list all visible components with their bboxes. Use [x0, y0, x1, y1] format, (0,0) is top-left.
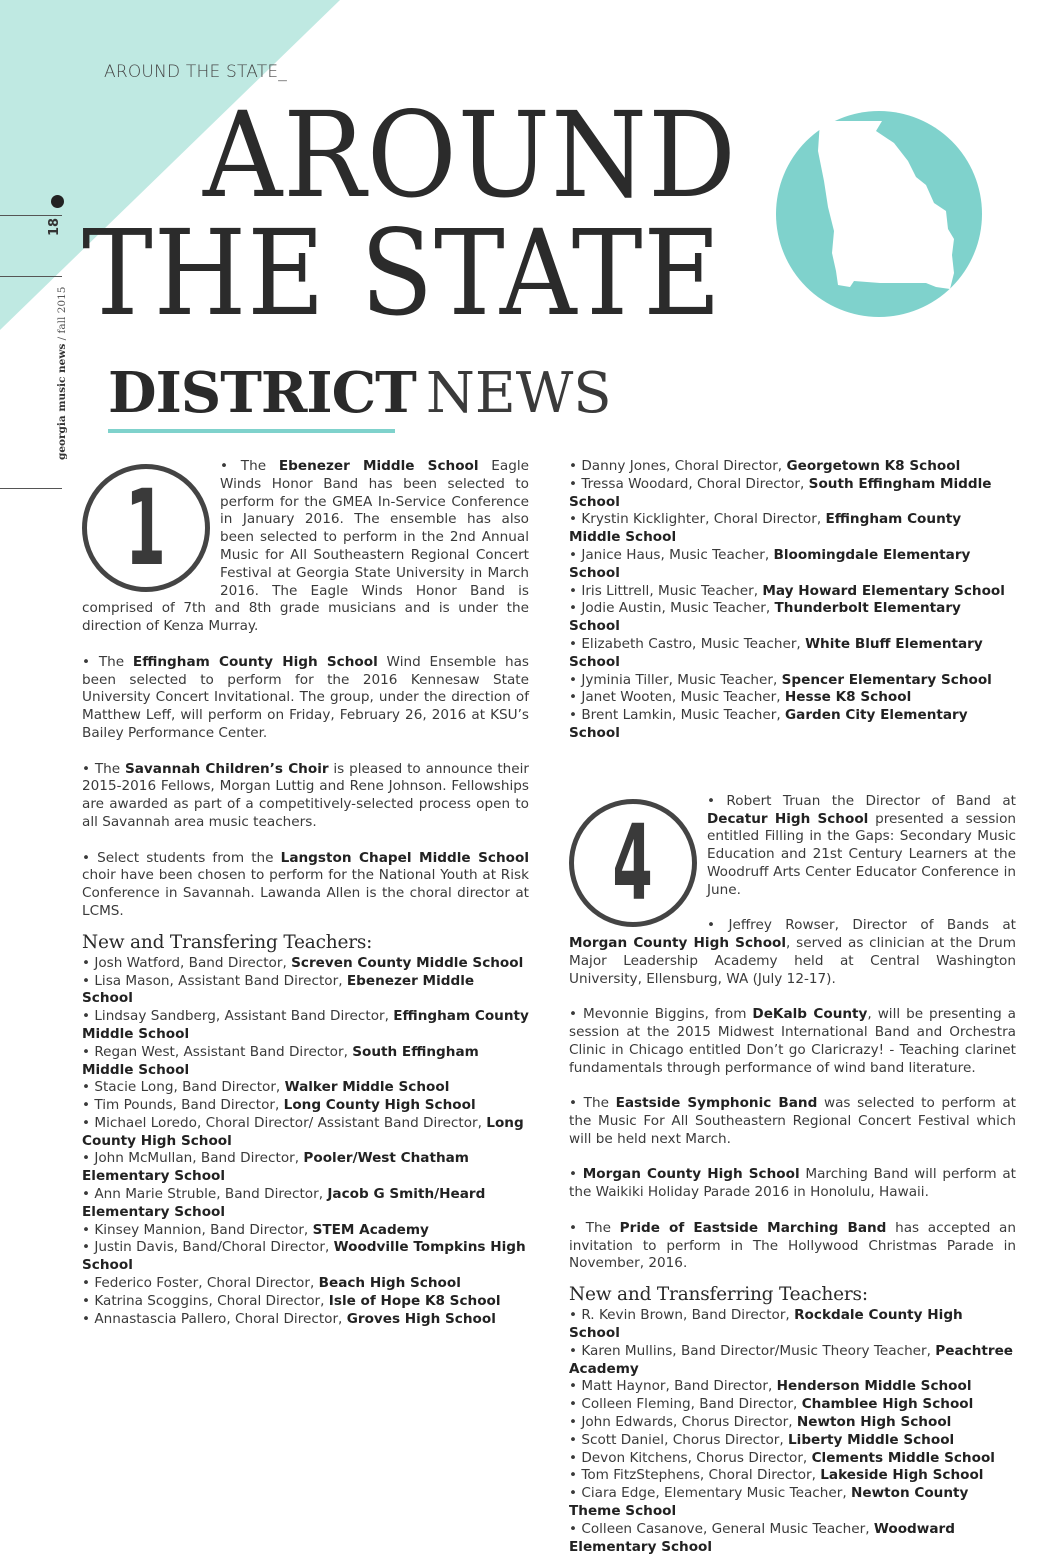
text-run: • Scott Daniel, Chorus Director, — [569, 1431, 788, 1448]
school-name: Hesse K8 School — [784, 689, 912, 706]
school-name: Walker Middle School — [284, 1079, 450, 1096]
school-name: May Howard Elementary School — [762, 582, 1005, 599]
text-run: • Colleen Fleming, Band Director, — [569, 1396, 802, 1413]
teacher-list-item — [569, 1343, 1016, 1379]
rail-bullet — [51, 195, 64, 208]
text-run: • Stacie Long, Band Director, — [82, 1079, 285, 1096]
teacher-list-item — [569, 1432, 1016, 1450]
text-run: • Select students from the — [82, 849, 281, 866]
teacher-list-item — [569, 672, 1016, 690]
district-1-teacher-list — [82, 955, 529, 1329]
teacher-list-item — [82, 955, 529, 973]
teacher-list-item — [569, 1467, 1016, 1485]
text-run: is pleased to announce their 2015-2016 Fellows, Morgan Luttig and Rene Johnson. Fellowships are awarded as part of a competitively-selected process open to all Savannah area music teachers. — [82, 760, 530, 830]
teacher-list-item — [569, 583, 1016, 601]
school-name: Morgan County High School — [569, 935, 787, 952]
text-run: • Jeffrey Rowser, Director of Bands at — [707, 917, 1016, 934]
school-name: Pooler/West Chatham Elementary School — [82, 1150, 469, 1185]
school-name: Long County High School — [283, 1097, 476, 1114]
text-run: • Justin Davis, Band/Choral Director, — [82, 1239, 334, 1256]
text-run: • The — [82, 653, 133, 670]
school-name: Lakeside High School — [820, 1467, 984, 1484]
text-run: presented a session entitled Filling in the Gaps: Secondary Music Education and 21st Century Learners at the Woodruff Arts Center Educator Conference in June. — [707, 810, 1017, 898]
hero-title-line1: AROUND — [203, 86, 737, 224]
school-name: Effingham County Middle School — [82, 1008, 529, 1042]
text-run: • John Edwards, Chorus Director, — [569, 1414, 797, 1431]
text-run: has accepted an invitation to perform in The Hollywood Christmas Parade in November, 2016. — [569, 1219, 1016, 1272]
text-run: Wind Ensemble has been selected to perform for the 2016 Kennesaw State University Concert Invitational. The group, under the direction of Matthew Leff, will perform on Friday, February 26, 2016 at KSU’s Bailey Performance Center. — [82, 653, 529, 741]
school-name: Groves High School — [346, 1310, 496, 1327]
text-run: • Colleen Casanove, General Music Teacher, — [569, 1520, 874, 1537]
school-name: Clements Middle School — [811, 1449, 995, 1466]
school-name: Ebenezer Middle School — [278, 458, 479, 474]
school-name: Bloomingdale Elementary School — [569, 546, 971, 581]
text-run: • Jodie Austin, Music Teacher, — [569, 600, 775, 617]
text-run: • Ciara Edge, Elementary Music Teacher, — [569, 1485, 851, 1502]
school-name: Effingham County Middle School — [569, 511, 962, 546]
text-run: choir have been chosen to perform for the National Youth at Risk Conference in Savannah. Lawanda Allen is the choral director at LCMS. — [82, 867, 529, 919]
school-name: Chamblee High School — [801, 1396, 974, 1413]
column-left — [82, 458, 529, 1328]
district-4-item-4 — [569, 1095, 1016, 1148]
school-name: Long County High School — [82, 1114, 524, 1149]
school-name: Savannah Children’s Choir — [124, 760, 329, 777]
teacher-list-item — [569, 476, 1016, 512]
teacher-list-item — [82, 1186, 529, 1222]
text-run: • Annastascia Pallero, Choral Director, — [82, 1310, 347, 1327]
district-4-teachers-heading: New and Transferring Teachers: — [569, 1284, 868, 1306]
school-name: Effingham County High School — [132, 653, 378, 670]
masthead-issue: / fall 2015 — [56, 286, 68, 344]
school-name: Henderson Middle School — [776, 1378, 972, 1395]
school-name: Georgetown K8 School — [786, 458, 961, 474]
teacher-list-item — [569, 600, 1016, 636]
text-run: • — [569, 1166, 583, 1183]
text-run: , served as clinician at the Drum Major Leadership Academy held at Central Washington University, Ellensburg, WA (July 12-17). — [569, 935, 1016, 987]
teacher-list-item — [569, 636, 1016, 672]
district-4-item-2 — [569, 917, 1016, 988]
school-name: DeKalb County — [752, 1006, 868, 1023]
teacher-list-item — [82, 1079, 529, 1097]
section-title — [108, 360, 612, 426]
teacher-list-item — [569, 1307, 1016, 1343]
school-name: Newton High School — [796, 1414, 952, 1431]
text-run: • Federico Foster, Choral Director, — [82, 1275, 319, 1292]
masthead-title: georgia music news — [56, 343, 68, 460]
teacher-list-item — [569, 1414, 1016, 1432]
school-name: Garden City Elementary School — [569, 707, 968, 741]
text-run: • Jyminia Tiller, Music Teacher, — [569, 671, 782, 688]
district-4-item-6 — [569, 1220, 1016, 1273]
text-run: • Brent Lamkin, Music Teacher, — [569, 707, 786, 724]
school-name: Rockdale County High School — [569, 1307, 963, 1342]
school-name: Morgan County High School — [582, 1166, 800, 1183]
district-4-teacher-list — [569, 1307, 1016, 1556]
teacher-list-item — [569, 1396, 1016, 1414]
district-4-item-3 — [569, 1006, 1016, 1077]
text-run: • Danny Jones, Choral Director, — [569, 458, 787, 474]
text-run: • Katrina Scoggins, Choral Director, — [82, 1292, 329, 1309]
school-name: White Bluff Elementary School — [569, 635, 983, 670]
text-run: • The — [569, 1219, 620, 1236]
teacher-list-item — [569, 1450, 1016, 1468]
teacher-list-item — [82, 1239, 529, 1275]
text-run: • Elizabeth Castro, Music Teacher, — [569, 635, 806, 652]
school-name: South Effingham Middle School — [82, 1043, 479, 1078]
text-run: • Krystin Kicklighter, Choral Director, — [569, 511, 826, 528]
teacher-list-item — [82, 1115, 529, 1151]
hero-title-line2: THE STATE — [82, 204, 722, 342]
text-run: • Iris Littrell, Music Teacher, — [569, 582, 763, 599]
school-name: Isle of Hope K8 School — [328, 1292, 501, 1309]
teacher-list-item — [569, 1485, 1016, 1521]
section-title-bold: DISTRICT — [108, 360, 416, 426]
district-1-item-3 — [82, 761, 529, 832]
rail-rule-bottom — [0, 488, 62, 489]
school-name: South Effingham Middle School — [569, 475, 992, 510]
text-run: Eagle Winds Honor Band has been selected to perform for the GMEA In-Service Conference in January 2016. The ensemble has also been selected to perform in the 2nd Annual Music for All Southeastern Regional Concert Festival at Georgia State University in March 2016. The Eagle Winds Honor Band is comprised of 7th and 8th grade musicians and is under the direction of Kenza Murray. — [82, 458, 529, 635]
district-1-item-2 — [82, 654, 529, 743]
district-4-item-5 — [569, 1166, 1016, 1202]
text-run: • Karen Mullins, Band Director/Music Theory Teacher, — [569, 1342, 936, 1359]
teacher-list-item — [82, 973, 529, 1009]
teacher-list-item — [569, 707, 1016, 743]
georgia-map-icon — [776, 111, 982, 317]
text-run: • Mevonnie Biggins, from — [569, 1006, 753, 1023]
section-kicker: AROUND THE STATE_ — [104, 62, 287, 82]
school-name: Jacob G Smith/Heard Elementary School — [82, 1186, 486, 1220]
publication-masthead — [56, 287, 68, 460]
text-run: • The — [220, 458, 279, 474]
text-run: , will be presenting a session at the 2015 Midwest International Band and Orchestra Clinic in Chicago entitled Don’t go Claricrazy! - Teaching clarinet fundamentals through performance of wind band literature. — [569, 1006, 1016, 1076]
teacher-list-item — [82, 1044, 529, 1080]
district-4-badge — [569, 799, 697, 927]
teacher-list-item — [82, 1097, 529, 1115]
text-run: • Matt Haynor, Band Director, — [569, 1378, 777, 1395]
school-name: Thunderbolt Elementary School — [569, 600, 961, 635]
text-run: • Tressa Woodard, Choral Director, — [569, 475, 809, 492]
district-1-badge — [82, 464, 210, 592]
school-name: Spencer Elementary School — [781, 671, 992, 688]
school-name: Woodward Elementary School — [569, 1520, 955, 1555]
school-name: STEM Academy — [312, 1221, 429, 1238]
text-run: • Regan West, Assistant Band Director, — [82, 1043, 353, 1060]
school-name: Peachtree Academy — [569, 1342, 1014, 1377]
text-run: • John McMullan, Band Director, — [82, 1150, 304, 1167]
text-run: • Lisa Mason, Assistant Band Director, — [82, 972, 347, 989]
text-run: • Ann Marie Struble, Band Director, — [82, 1186, 328, 1203]
section-title-underline — [108, 429, 395, 433]
teacher-list-item — [82, 1008, 529, 1044]
teacher-list-item — [82, 1311, 529, 1329]
text-run: • The — [569, 1095, 616, 1112]
section-title-light: NEWS — [425, 361, 612, 426]
teacher-list-item — [569, 458, 1016, 476]
teacher-list-item — [569, 1378, 1016, 1396]
district-1-item-4 — [82, 850, 529, 921]
text-run: • Tom FitzStephens, Choral Director, — [569, 1467, 821, 1484]
teacher-list-item — [82, 1275, 529, 1293]
teacher-list-item — [569, 1521, 1016, 1556]
rail-rule-mid — [0, 276, 62, 277]
school-name: Woodville Tompkins High School — [82, 1239, 526, 1274]
teacher-list-item — [82, 1293, 529, 1311]
district-1-teachers-heading: New and Transfering Teachers: — [82, 931, 373, 953]
district-4-number: 4 — [612, 801, 654, 924]
text-run: • Michael Loredo, Choral Director/ Assistant Band Director, — [82, 1114, 487, 1131]
column-right — [569, 458, 1016, 1556]
text-run: • Tim Pounds, Band Director, — [82, 1097, 284, 1114]
school-name: Screven County Middle School — [291, 954, 524, 971]
district-1-teacher-list-continued — [569, 458, 1016, 743]
school-name: Pride of Eastside Marching Band — [619, 1219, 887, 1236]
text-run: • Josh Watford, Band Director, — [82, 954, 292, 971]
teacher-list-item — [82, 1222, 529, 1240]
text-run: • The — [82, 760, 125, 777]
text-run: was selected to perform at the Music For All Southeastern Regional Concert Festival which will be held next March. — [569, 1095, 1016, 1147]
teacher-list-item — [569, 689, 1016, 707]
text-run: • Robert Truan the Director of Band at — [707, 792, 1016, 809]
school-name: Langston Chapel Middle School — [280, 849, 529, 866]
text-run: • Janice Haus, Music Teacher, — [569, 546, 774, 563]
school-name: Liberty Middle School — [788, 1431, 955, 1448]
teacher-list-item — [569, 511, 1016, 547]
text-run: • Janet Wooten, Music Teacher, — [569, 689, 785, 706]
page-number: 18 — [47, 217, 62, 236]
text-run: • Kinsey Mannion, Band Director, — [82, 1221, 313, 1238]
school-name: Decatur High School — [707, 810, 869, 827]
school-name: Eastside Symphonic Band — [615, 1095, 818, 1112]
teacher-list-item — [569, 547, 1016, 583]
text-run: • R. Kevin Brown, Band Director, — [569, 1307, 795, 1324]
school-name: Beach High School — [318, 1275, 461, 1292]
school-name: Newton County Theme School — [569, 1485, 969, 1520]
text-run: Marching Band will perform at the Waikiki Holiday Parade 2016 in Honolulu, Hawaii. — [569, 1166, 1016, 1201]
teacher-list-item — [82, 1150, 529, 1186]
school-name: Ebenezer Middle School — [82, 972, 475, 1007]
text-run: • Lindsay Sandberg, Assistant Band Director, — [82, 1008, 394, 1025]
text-run: • Devon Kitchens, Chorus Director, — [569, 1449, 812, 1466]
district-1-number: 1 — [125, 467, 167, 589]
